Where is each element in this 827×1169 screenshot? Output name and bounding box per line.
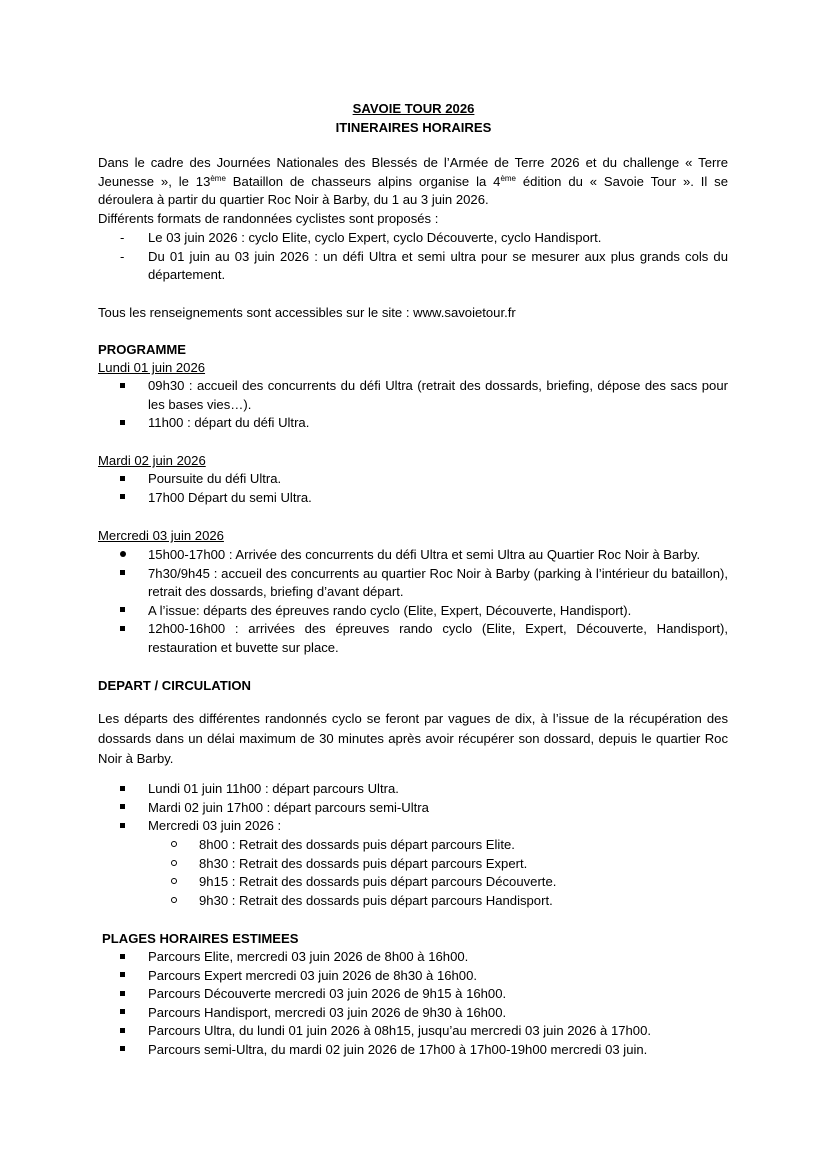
day-wednesday-list (98, 546, 728, 657)
formats-intro: Différents formats de randonnées cyclistes sont proposés : (98, 211, 439, 226)
plages-list (98, 948, 728, 1059)
depart-paragraph: Les départs des différentes randonnés cyclo se feront par vagues de dix, à l’issue de la récupération des dossards dans un délai maximum de 30 minutes après avoir récupérer son dossard, depuis le quartier Roc Noir à Barby. (98, 711, 728, 766)
square-bullet-icon (120, 780, 134, 799)
circle-bullet-icon (171, 836, 185, 855)
list-item: Mercredi 03 juin 2026 : (98, 817, 728, 836)
square-bullet-icon (120, 985, 134, 1004)
day-monday-label: Lundi 01 juin 2026 (98, 360, 206, 375)
intro-text-c: édition du « Savoie Tour ». Il se déroulera à partir du quartier Roc Noir à Barby, du 1 au 3 juin 2026. (98, 173, 729, 207)
square-bullet-icon (120, 967, 134, 986)
dash-marker: - (120, 230, 125, 245)
list-item: 8h30 : Retrait des dossards puis départ parcours Expert. (98, 855, 728, 874)
list-item: 9h30 : Retrait des dossards puis départ parcours Handisport. (98, 892, 728, 911)
list-item: - Du 01 juin au 03 juin 2026 : un défi Ultra et semi ultra pour se mesurer aux plus grands cols du département. (120, 248, 728, 282)
programme-heading: PROGRAMME (98, 342, 187, 357)
list-item: 11h00 : départ du défi Ultra. (98, 414, 728, 433)
intro-sup-1: ème (210, 173, 226, 183)
circle-bullet-icon (171, 873, 185, 892)
square-bullet-icon (120, 470, 134, 489)
list-item: Parcours semi-Ultra, du mardi 02 juin 2026 de 17h00 à 17h00-19h00 mercredi 03 juin. (98, 1041, 728, 1060)
square-bullet-icon (120, 1022, 134, 1041)
list-item: Lundi 01 juin 11h00 : départ parcours Ultra. (98, 780, 728, 799)
document-subtitle: ITINERAIRES HORAIRES (335, 120, 492, 135)
document-title: SAVOIE TOUR 2026 (352, 101, 475, 116)
day-tuesday-list (98, 470, 728, 507)
square-bullet-icon (120, 565, 134, 584)
round-bullet-icon (120, 546, 134, 565)
list-item: Parcours Découverte mercredi 03 juin 2026 de 9h15 à 16h00. (98, 985, 728, 1004)
list-item: 17h00 Départ du semi Ultra. (98, 489, 728, 508)
list-item: Parcours Elite, mercredi 03 juin 2026 de 8h00 à 16h00. (98, 948, 728, 967)
list-item: Parcours Ultra, du lundi 01 juin 2026 à 08h15, jusqu’au mercredi 03 juin 2026 à 17h00. (98, 1022, 728, 1041)
square-bullet-icon (120, 1004, 134, 1023)
list-item: - Le 03 juin 2026 : cyclo Elite, cyclo Expert, cyclo Découverte, cyclo Handisport. (98, 229, 728, 248)
depart-heading: DEPART / CIRCULATION (98, 678, 251, 693)
list-item: A l’issue: départs des épreuves rando cyclo (Elite, Expert, Découverte, Handisport). (98, 602, 728, 621)
depart-list (98, 780, 728, 836)
list-item: 9h15 : Retrait des dossards puis départ parcours Découverte. (98, 873, 728, 892)
list-item: 09h30 : accueil des concurrents du défi Ultra (retrait des dossards, briefing, dépose des sacs pour les bases vies…). (98, 377, 728, 414)
plages-heading: PLAGES HORAIRES ESTIMEES (102, 931, 299, 946)
intro-sup-2: ème (500, 173, 516, 183)
list-item: 8h00 : Retrait des dossards puis départ parcours Elite. (98, 836, 728, 855)
info-line: Tous les renseignements sont accessibles sur le site : www.savoietour.fr (98, 305, 516, 320)
list-item: Parcours Handisport, mercredi 03 juin 2026 de 9h30 à 16h00. (98, 1004, 728, 1023)
depart-sublist (98, 836, 728, 910)
square-bullet-icon (120, 620, 134, 639)
square-bullet-icon (120, 414, 134, 433)
circle-bullet-icon (171, 855, 185, 874)
list-item: 7h30/9h45 : accueil des concurrents au quartier Roc Noir à Barby (parking à l’intérieur du bataillon), retrait des dossards, briefing d’avant départ. (98, 565, 728, 602)
square-bullet-icon (120, 602, 134, 621)
day-monday-list (98, 377, 728, 433)
title-block (0, 99, 827, 137)
list-item: Mardi 02 juin 17h00 : départ parcours semi-Ultra (98, 799, 728, 818)
circle-bullet-icon (171, 892, 185, 911)
day-tuesday-label: Mardi 02 juin 2026 (98, 453, 206, 468)
square-bullet-icon (120, 799, 134, 818)
square-bullet-icon (120, 377, 134, 396)
list-item: Poursuite du défi Ultra. (98, 470, 728, 489)
square-bullet-icon (120, 489, 134, 508)
square-bullet-icon (120, 817, 134, 836)
list-item: Parcours Expert mercredi 03 juin 2026 de 8h30 à 16h00. (98, 967, 728, 986)
intro-paragraph (98, 154, 728, 210)
square-bullet-icon (120, 1041, 134, 1060)
intro-text-b: Bataillon de chasseurs alpins organise la 4 (225, 173, 501, 189)
list-item: 15h00-17h00 : Arrivée des concurrents du défi Ultra et semi Ultra au Quartier Roc Noir à Barby. (98, 546, 728, 565)
square-bullet-icon (120, 948, 134, 967)
day-wednesday-label: Mercredi 03 juin 2026 (98, 528, 224, 543)
intro-text-a: Dans le cadre des Journées Nationales des Blessés de l’Armée de Terre 2026 et du challenge « Terre Jeunesse », le 13 (98, 155, 728, 189)
list-item: 12h00-16h00 : arrivées des épreuves rando cyclo (Elite, Expert, Découverte, Handisport), restauration et buvette sur place. (98, 620, 728, 657)
formats-list (98, 229, 728, 285)
dash-marker: - (120, 248, 125, 264)
